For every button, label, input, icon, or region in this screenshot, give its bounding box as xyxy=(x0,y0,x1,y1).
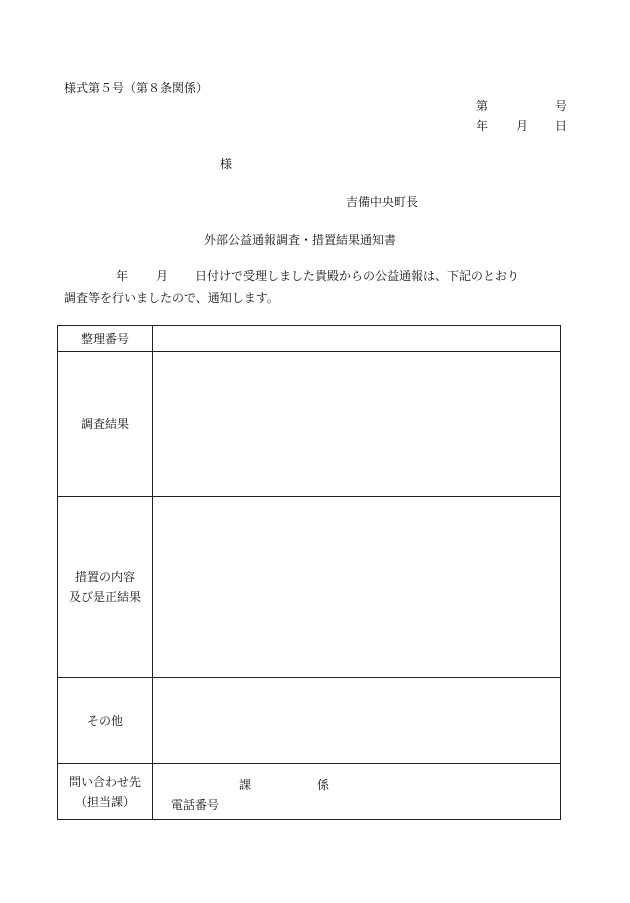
phone-label: 電話番号 xyxy=(171,798,220,812)
doc-number-suffix: 号 xyxy=(555,99,568,113)
measures-label-line1: 措置の内容 xyxy=(74,570,135,584)
contact-label-line1: 問い合わせ先 xyxy=(68,774,141,789)
date-year: 年 xyxy=(476,119,489,133)
date-day: 日 xyxy=(555,119,568,133)
table-row-investigation-result xyxy=(58,352,561,497)
measures-label xyxy=(58,497,153,678)
measures-field[interactable] xyxy=(153,497,561,678)
contact-label-line2: （担当課） xyxy=(74,794,135,809)
other-label: その他 xyxy=(58,678,153,764)
date-month: 月 xyxy=(516,119,529,133)
measures-label-line2: 及び是正結果 xyxy=(68,590,141,604)
body-line2: 調査等を行いましたので、通知します。 xyxy=(64,291,279,305)
notice-table xyxy=(57,325,561,820)
investigation-result-field[interactable] xyxy=(153,352,561,497)
body-month: 月 xyxy=(156,269,169,283)
section-label: 課 xyxy=(239,778,252,792)
recipient-suffix: 様 xyxy=(220,157,233,171)
form-number: 様式第５号（第８条関係） xyxy=(64,81,209,95)
reference-number-field[interactable] xyxy=(153,326,561,352)
document-title: 外部公益通報調査・措置結果通知書 xyxy=(204,233,397,247)
investigation-result-label: 調査結果 xyxy=(58,352,153,497)
body-line1: 日付けで受理しました貴殿からの公益通報は、下記のとおり xyxy=(195,269,520,283)
table-row-reference-number xyxy=(58,326,561,352)
doc-number-prefix: 第 xyxy=(476,99,489,113)
other-field[interactable] xyxy=(153,678,561,764)
body-year: 年 xyxy=(116,269,129,283)
table-row-contact xyxy=(58,764,561,820)
table-row-measures xyxy=(58,497,561,678)
staff-label: 係 xyxy=(317,778,330,792)
contact-label xyxy=(58,764,153,820)
sender-name: 吉備中央町長 xyxy=(346,195,419,209)
contact-field[interactable] xyxy=(153,764,561,820)
table-row-other xyxy=(58,678,561,764)
reference-number-label: 整理番号 xyxy=(58,326,153,352)
